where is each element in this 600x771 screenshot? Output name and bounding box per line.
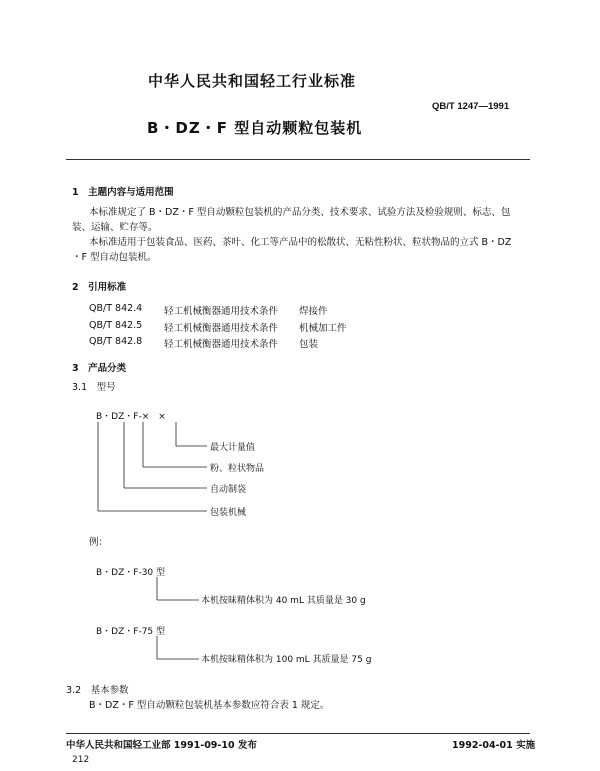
footer-divider — [66, 733, 530, 734]
section-1-paragraph-2-line-1: 本标准适用于包装食品、医药、茶叶、化工等产品中的松散状、无粘性粉状、粒状物品的立式 B・DZ — [89, 237, 512, 248]
standard-category-heading: 中华人民共和国轻工行业标准 — [148, 72, 357, 90]
effective-date: 1992-04-01 实施 — [452, 740, 536, 751]
section-1-paragraph-1-line-2: 装、运输、贮存等。 — [72, 222, 158, 233]
model-label-granular-goods: 粉、粒状物品 — [210, 464, 265, 474]
subsection-3-2-text: B・DZ・F 型自动颗粒包装机基本参数应符合表 1 规定。 — [89, 700, 330, 711]
example-label: 例： — [89, 537, 109, 548]
section-1-heading: 1 主题内容与适用范围 — [72, 187, 174, 198]
example-1-code: B・DZ・F-30 型 — [96, 568, 166, 578]
reference-part: 包装 — [299, 339, 319, 350]
reference-code: QB/T 842.8 — [89, 336, 143, 347]
page-number: 212 — [72, 755, 90, 765]
model-label-auto-bag-making: 自动制袋 — [210, 485, 247, 495]
issue-date: 中华人民共和国轻工业部 1991-09-10 发布 — [66, 740, 257, 751]
model-code: B・DZ・F-× × — [96, 412, 166, 422]
page-title: B・DZ・F 型自动颗粒包装机 — [147, 119, 363, 137]
section-1-paragraph-2-line-2: ・F 型自动包装机。 — [72, 252, 157, 263]
section-2-heading: 2 引用标准 — [72, 282, 127, 293]
example-2-code: B・DZ・F-75 型 — [96, 627, 166, 637]
model-label-packaging-machine: 包装机械 — [210, 508, 247, 518]
reference-part: 机械加工件 — [299, 323, 347, 334]
reference-name: 轻工机械衡器通用技术条件 — [164, 339, 279, 350]
section-3-heading: 3 产品分类 — [72, 363, 127, 374]
reference-part: 焊接件 — [299, 306, 328, 317]
example-1-description: 本机按昧精体积为 40 mL 其质量是 30 g — [201, 596, 366, 606]
section-1-paragraph-1-line-1: 本标准规定了 B・DZ・F 型自动颗粒包装机的产品分类、技术要求、试验方法及检验规则、标志、包 — [89, 207, 511, 218]
example-2-description: 本机按昧精体积为 100 mL 其质量是 75 g — [201, 655, 372, 665]
reference-name: 轻工机械衡器通用技术条件 — [164, 306, 279, 317]
subsection-3-2-heading: 3.2 基本参数 — [66, 685, 129, 696]
reference-name: 轻工机械衡器通用技术条件 — [164, 323, 279, 334]
reference-code: QB/T 842.5 — [89, 320, 143, 331]
subsection-3-1-heading: 3.1 型号 — [72, 382, 116, 393]
standard-code: QB/T 1247—1991 — [432, 101, 510, 112]
reference-code: QB/T 842.4 — [89, 303, 143, 314]
model-label-max-measure: 最大计量值 — [210, 443, 256, 453]
